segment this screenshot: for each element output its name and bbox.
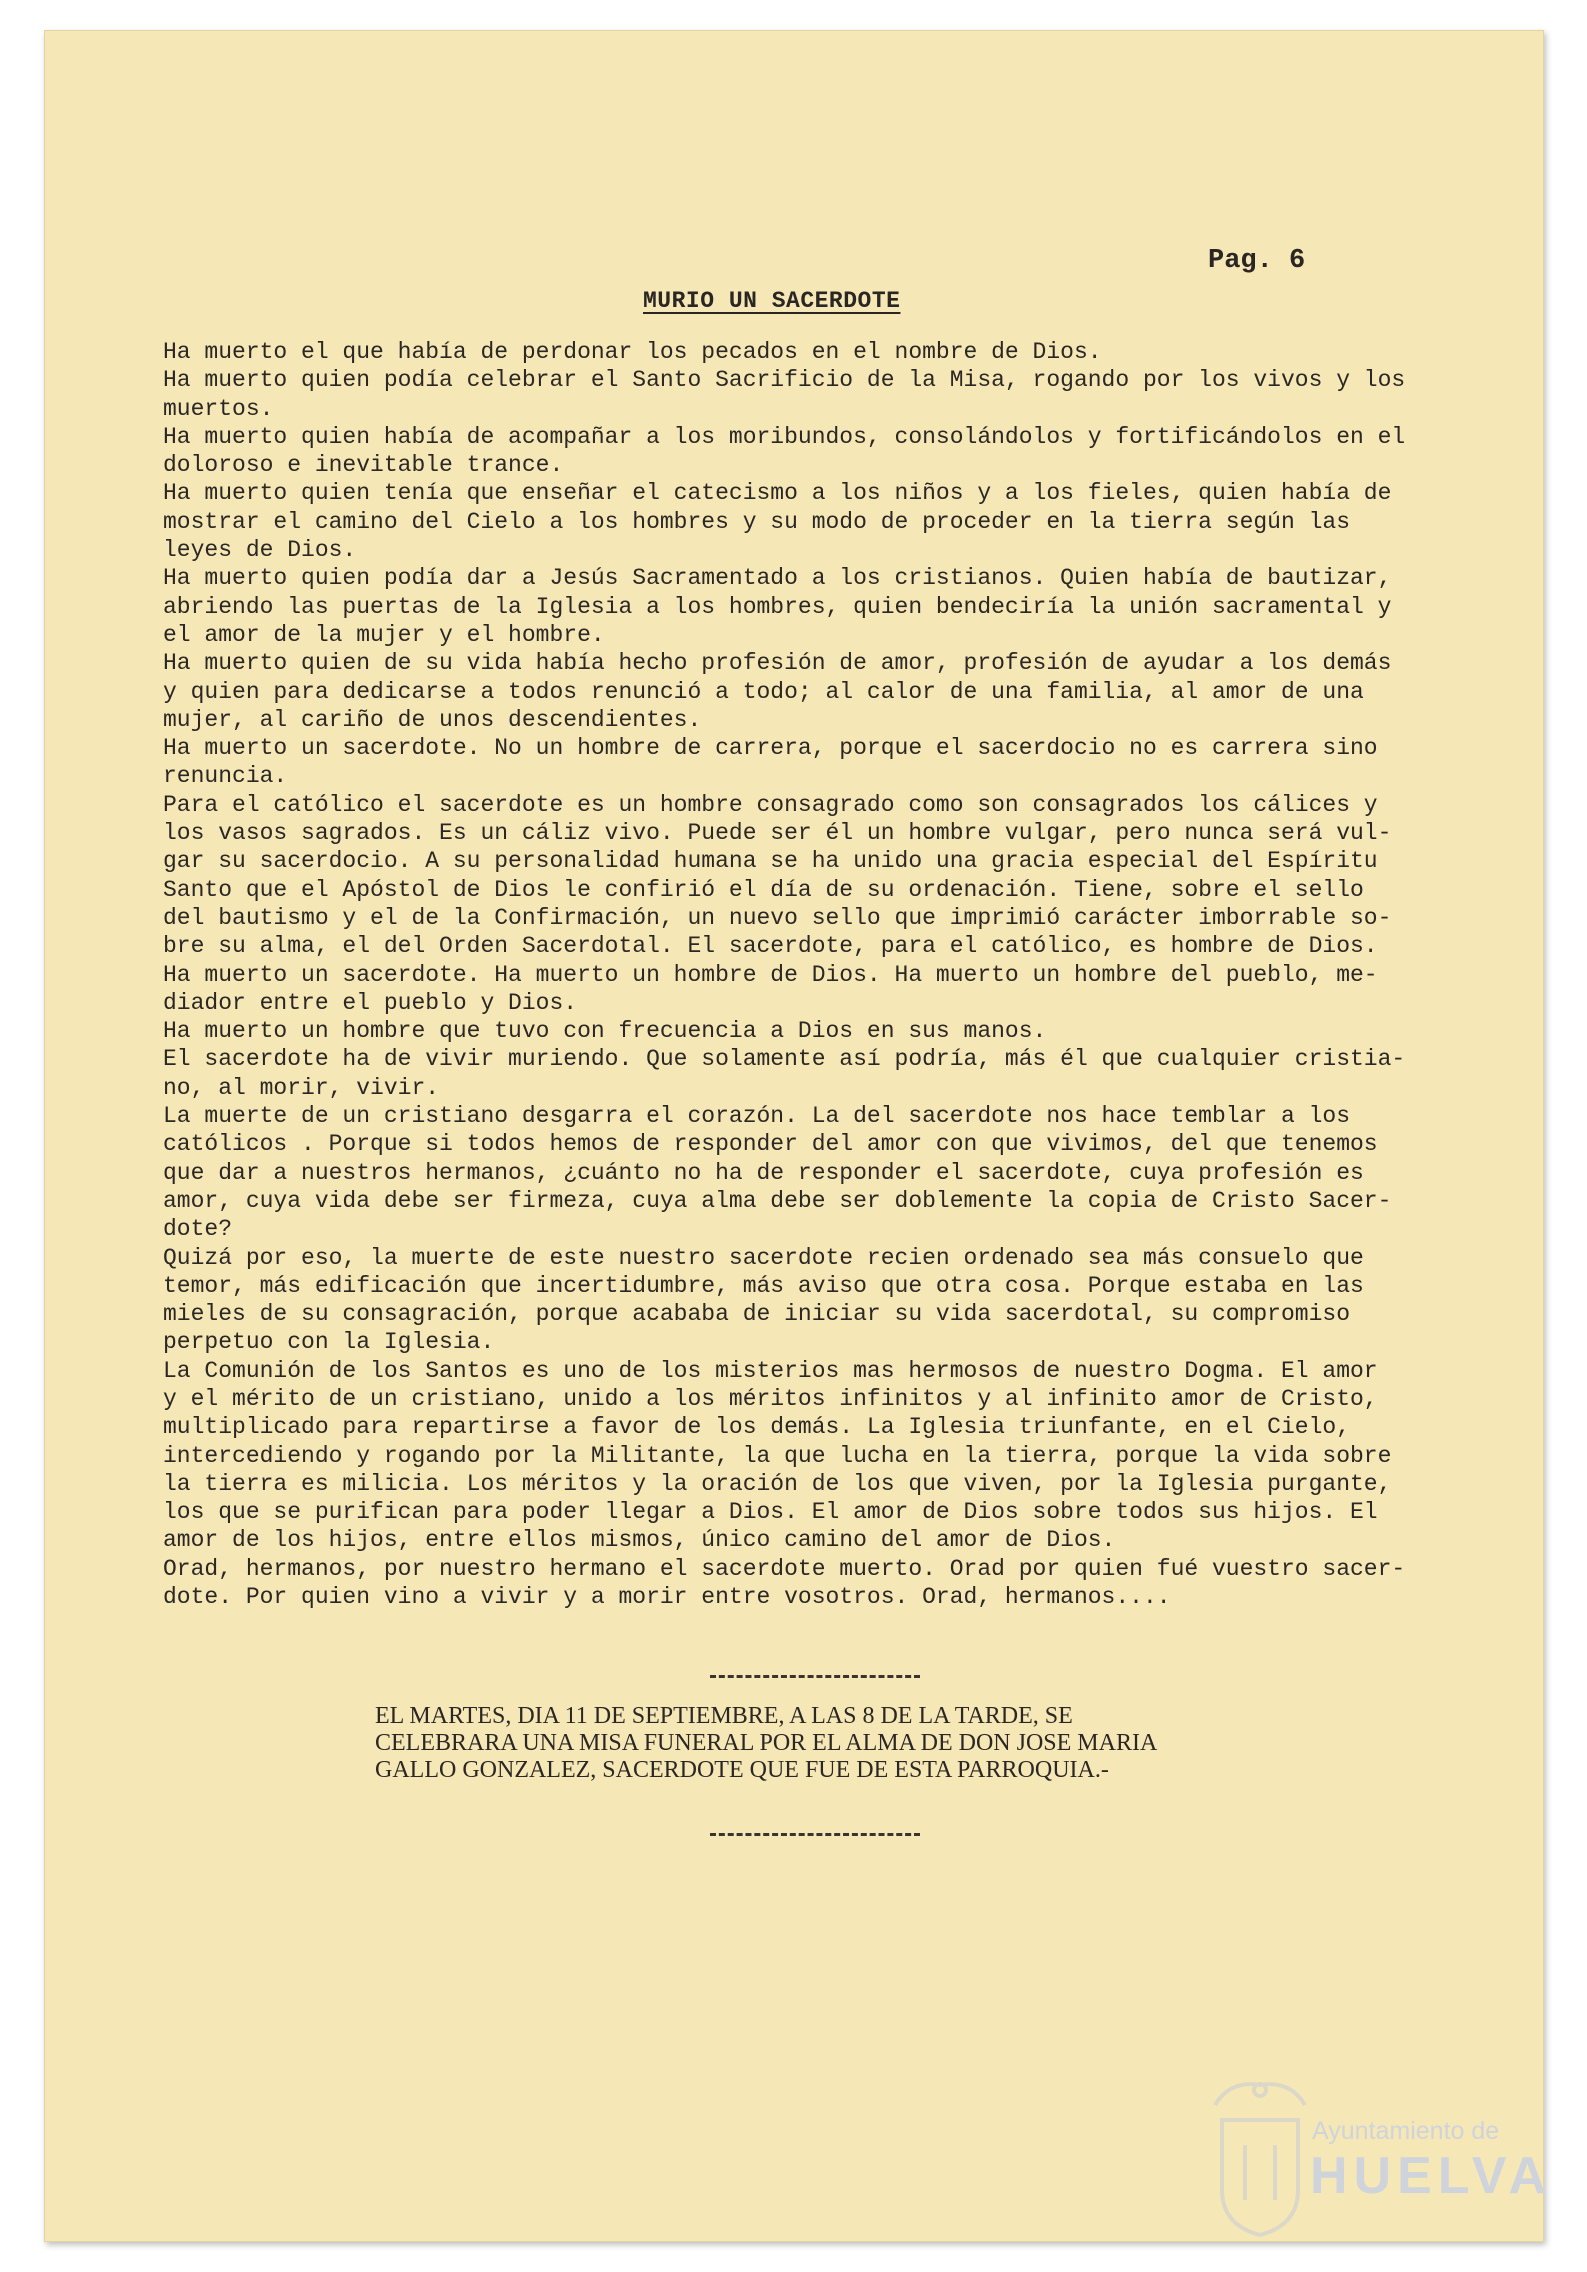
body-line: Ha muerto quien podía dar a Jesús Sacramentado a los cristianos. Quien había de bautizar, xyxy=(163,565,1392,592)
body-line: Orad, hermanos, por nuestro hermano el sacerdote muerto. Orad por quien fué vuestro sacer- xyxy=(163,1555,1406,1582)
watermark-text-huelva: HUELVA xyxy=(1310,2147,1553,2205)
body-line: dote. Por quien vino a vivir y a morir entre vosotros. Orad, hermanos.... xyxy=(163,1584,1171,1611)
separator-dashes-top xyxy=(710,1675,920,1678)
body-line: los que se purifican para poder llegar a Dios. El amor de Dios sobre todos sus hijos. El xyxy=(163,1499,1378,1526)
body-line: amor, cuya vida debe ser firmeza, cuya alma debe ser doblemente la copia de Cristo Sacer- xyxy=(163,1187,1392,1214)
body-line: mieles de su consagración, porque acababa de iniciar su vida sacerdotal, su compromiso xyxy=(163,1301,1350,1328)
body-line: temor, más edificación que incertidumbre, más aviso que otra cosa. Porque estaba en las xyxy=(163,1272,1364,1299)
body-line: muertos. xyxy=(163,395,274,422)
body-line: Ha muerto quien tenía que enseñar el catecismo a los niños y a los fieles, quien había de xyxy=(163,480,1392,507)
body-line: y el mérito de un cristiano, unido a los méritos infinitos y al infinito amor de Cristo, xyxy=(163,1385,1378,1412)
body-line: gar su sacerdocio. A su personalidad humana se ha unido una gracia especial del Espíritu xyxy=(163,848,1378,875)
article-body xyxy=(163,338,1468,1611)
body-line: El sacerdote ha de vivir muriendo. Que solamente así podría, más él que cualquier cristia- xyxy=(163,1046,1406,1073)
body-line: perpetuo con la Iglesia. xyxy=(163,1329,495,1356)
notice-line: GALLO GONZALEZ, SACERDOTE QUE FUE DE ESTA PARROQUIA.- xyxy=(375,1757,1109,1783)
body-line: Quizá por eso, la muerte de este nuestro sacerdote recien ordenado sea más consuelo que xyxy=(163,1244,1364,1271)
body-line: La Comunión de los Santos es uno de los misterios mas hermosos de nuestro Dogma. El amor xyxy=(163,1357,1378,1384)
body-line: Ha muerto un sacerdote. No un hombre de carrera, porque el sacerdocio no es carrera sino xyxy=(163,735,1378,762)
funeral-notice xyxy=(375,1703,1235,1784)
body-line: bre su alma, el del Orden Sacerdotal. El sacerdote, para el católico, es hombre de Dios. xyxy=(163,933,1378,960)
notice-line: CELEBRARA UNA MISA FUNERAL POR EL ALMA DE DON JOSE MARIA xyxy=(375,1730,1158,1756)
body-line: amor de los hijos, entre ellos mismos, único camino del amor de Dios. xyxy=(163,1527,1116,1554)
body-line: mostrar el camino del Cielo a los hombres y su modo de proceder en la tierra según las xyxy=(163,508,1350,535)
body-line: católicos . Porque si todos hemos de responder del amor con que vivimos, del que tenemos xyxy=(163,1131,1378,1158)
body-line: doloroso e inevitable trance. xyxy=(163,452,564,479)
body-line: La muerte de un cristiano desgarra el corazón. La del sacerdote nos hace temblar a los xyxy=(163,1103,1350,1130)
body-line: Ha muerto un hombre que tuvo con frecuencia a Dios en sus manos. xyxy=(163,1018,1047,1045)
body-line: el amor de la mujer y el hombre. xyxy=(163,621,605,648)
body-line: dote? xyxy=(163,1216,233,1243)
notice-line: EL MARTES, DIA 11 DE SEPTIEMBRE, A LAS 8 DE LA TARDE, SE xyxy=(375,1703,1073,1729)
body-line: Ha muerto quien podía celebrar el Santo Sacrificio de la Misa, rogando por los vivos y los xyxy=(163,367,1406,394)
body-line: multiplicado para repartirse a favor de los demás. La Iglesia triunfante, en el Cielo, xyxy=(163,1414,1350,1441)
page-number: Pag. 6 xyxy=(1208,246,1306,276)
body-line: Para el católico el sacerdote es un hombre consagrado como son consagrados los cálices y xyxy=(163,791,1378,818)
body-line: Ha muerto un sacerdote. Ha muerto un hombre de Dios. Ha muerto un hombre del pueblo, me- xyxy=(163,961,1378,988)
body-line: abriendo las puertas de la Iglesia a los hombres, quien bendeciría la unión sacramental y xyxy=(163,593,1392,620)
body-line: intercediendo y rogando por la Militante, la que lucha en la tierra, porque la vida sobre xyxy=(163,1442,1392,1469)
body-line: del bautismo y el de la Confirmación, un nuevo sello que imprimió carácter imborrable so- xyxy=(163,904,1392,931)
body-line: mujer, al cariño de unos descendientes. xyxy=(163,706,702,733)
body-line: y quien para dedicarse a todos renunció a todo; al calor de una familia, al amor de una xyxy=(163,678,1364,705)
body-line: Ha muerto el que había de perdonar los pecados en el nombre de Dios. xyxy=(163,339,1102,365)
watermark-text-ayuntamiento: Ayuntamiento de xyxy=(1312,2117,1500,2145)
body-line: diador entre el pueblo y Dios. xyxy=(163,989,578,1016)
body-line: leyes de Dios. xyxy=(163,537,357,564)
body-line: renuncia. xyxy=(163,763,288,790)
body-line: que dar a nuestros hermanos, ¿cuánto no ha de responder el sacerdote, cuya profesión es xyxy=(163,1159,1364,1186)
separator-dashes-bottom xyxy=(710,1833,920,1836)
body-line: no, al morir, vivir. xyxy=(163,1074,440,1101)
page-title: MURIO UN SACERDOTE xyxy=(643,288,901,314)
body-line: la tierra es milicia. Los méritos y la oración de los que viven, por la Iglesia purgante, xyxy=(163,1470,1392,1497)
body-line: Ha muerto quien de su vida había hecho profesión de amor, profesión de ayudar a los demás xyxy=(163,650,1392,677)
body-line: los vasos sagrados. Es un cáliz vivo. Puede ser él un hombre vulgar, pero nunca será vul- xyxy=(163,820,1392,847)
body-line: Santo que el Apóstol de Dios le confirió el día de su ordenación. Tiene, sobre el sello xyxy=(163,876,1364,903)
body-line: Ha muerto quien había de acompañar a los moribundos, consolándolos y fortificándolos en el xyxy=(163,423,1406,450)
